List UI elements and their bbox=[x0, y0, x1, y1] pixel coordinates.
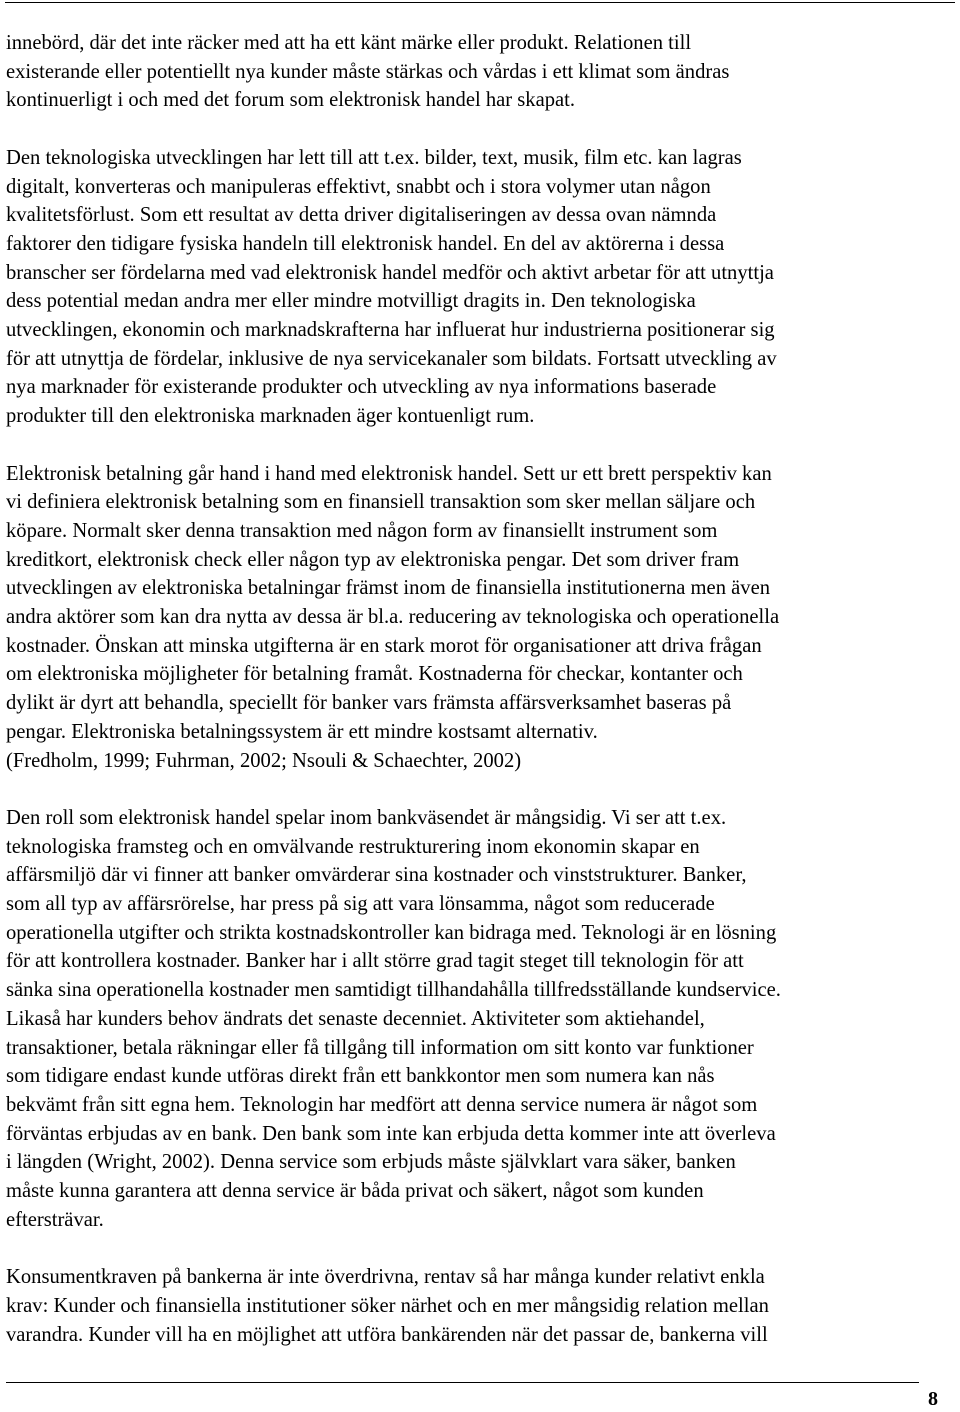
text-line: kontinuerligt i och med det forum som elektronisk handel har skapat. bbox=[6, 89, 576, 112]
text-line: varandra. Kunder vill ha en möjlighet att utföra bankärenden när det passar de, bankerna vill bbox=[6, 1323, 768, 1346]
page-number: 8 bbox=[928, 1388, 938, 1410]
text-line: dess potential medan andra mer eller mindre motvilligt dragits in. Den teknologiska bbox=[6, 290, 696, 313]
text-line: om elektroniska möjligheter för betalning framåt. Kostnaderna för checkar, kontanter och bbox=[6, 663, 743, 686]
text-line: Den teknologiska utvecklingen har lett till att t.ex. bilder, text, musik, film etc. kan lagras bbox=[6, 146, 742, 169]
text-line: existerande eller potentiellt nya kunder måste stärkas och vårdas i ett klimat som ändras bbox=[6, 60, 730, 83]
text-line: krav: Kunder och finansiella institutioner söker närhet och en mer mångsidig relation mellan bbox=[6, 1294, 769, 1317]
footer-rule bbox=[6, 1382, 919, 1383]
text-line: teknologiska framsteg och en omvälvande restrukturering inom ekonomin skapar en bbox=[6, 835, 700, 858]
top-rule bbox=[5, 2, 955, 3]
text-line: operationella utgifter och strikta kostnadskontroller kan bidraga med. Teknologi är en lösning bbox=[6, 921, 777, 944]
text-line: (Fredholm, 1999; Fuhrman, 2002; Nsouli & Schaechter, 2002) bbox=[6, 749, 522, 772]
text-line: för att kontrollera kostnader. Banker har i allt större grad tagit steget till teknologin för att bbox=[6, 950, 744, 973]
text-line: Likaså har kunders behov ändrats det senaste decenniet. Aktiviteter som aktiehandel, bbox=[6, 1007, 705, 1030]
text-line: Elektronisk betalning går hand i hand med elektronisk handel. Sett ur ett brett perspektiv kan bbox=[6, 462, 772, 485]
text-line: andra aktörer som kan dra nytta av dessa är bl.a. reducering av teknologiska och operationella bbox=[6, 606, 780, 629]
text-line: utvecklingen, ekonomin och marknadskrafterna har influerat hur industrierna positionerar sig bbox=[6, 319, 775, 342]
paragraph-gap bbox=[6, 775, 950, 804]
text-line: Den roll som elektronisk handel spelar inom bankväsendet är mångsidig. Vi ser att t.ex. bbox=[6, 806, 727, 829]
text-line: dylikt är dyrt att behandla, speciellt för banker vars främsta affärsverksamhet baseras på bbox=[6, 692, 732, 715]
text-line: som tidigare endast kunde utföras direkt från ett bankkontor men som numera kan nås bbox=[6, 1065, 715, 1088]
text-line: bekvämt från sitt egna hem. Teknologin har medfört att denna service numera är något som bbox=[6, 1093, 758, 1116]
text-line: pengar. Elektroniska betalningssystem är ett mindre kostsamt alternativ. bbox=[6, 720, 598, 743]
paragraph-1 bbox=[6, 29, 950, 115]
text-line: utvecklingen av elektroniska betalningar främst inom de finansiella institutionerna men även bbox=[6, 577, 771, 600]
text-line: Konsumentkraven på bankerna är inte överdrivna, rentav så har många kunder relativt enkla bbox=[6, 1266, 765, 1289]
text-line: vi definiera elektronisk betalning som en finansiell transaktion som sker mellan säljare och bbox=[6, 491, 756, 514]
text-line: innebörd, där det inte räcker med att ha ett känt märke eller produkt. Relationen till bbox=[6, 32, 692, 54]
paragraph-5 bbox=[6, 1263, 950, 1349]
text-line: måste kunna garantera att denna service är båda privat och säkert, något som kunden bbox=[6, 1180, 704, 1203]
text-line: transaktioner, betala räkningar eller få tillgång till information om sitt konto var funktioner bbox=[6, 1036, 754, 1059]
paragraph-gap bbox=[6, 431, 950, 460]
paragraph-3 bbox=[6, 460, 950, 776]
paragraph-4 bbox=[6, 804, 950, 1235]
text-line: köpare. Normalt sker denna transaktion med någon form av finansiellt instrument som bbox=[6, 519, 718, 542]
text-line: faktorer den tidigare fysiska handeln till elektronisk handel. En del av aktörerna i dessa bbox=[6, 232, 725, 255]
text-line: sänka sina operationella kostnader men samtidigt tillhandahålla tillfredsställande kundservice. bbox=[6, 979, 781, 1002]
paragraph-gap bbox=[6, 115, 950, 144]
text-line: i längden (Wright, 2002). Denna service som erbjuds måste självklart vara säker, banken bbox=[6, 1151, 736, 1174]
text-line: affärsmiljö där vi finner att banker omvärderar sina kostnader och vinststrukturer. Banker, bbox=[6, 864, 747, 887]
text-line: som all typ av affärsrörelse, har press på sig att vara lönsamma, något som reducerade bbox=[6, 893, 715, 916]
text-line: kreditkort, elektronisk check eller någon typ av elektroniska pengar. Det som driver fram bbox=[6, 548, 740, 571]
text-line: nya marknader för existerande produkter och utveckling av nya informations baserade bbox=[6, 376, 717, 399]
text-line: kvalitetsförlust. Som ett resultat av detta driver digitaliseringen av dessa ovan nämnda bbox=[6, 204, 717, 227]
paragraph-2 bbox=[6, 144, 950, 431]
text-line: för att utnyttja de fördelar, inklusive de nya servicekanaler som bildats. Fortsatt utveckling av bbox=[6, 347, 777, 370]
text-line: förväntas erbjudas av en bank. Den bank som inte kan erbjuda detta kommer inte att överleva bbox=[6, 1122, 776, 1145]
text-line: branscher ser fördelarna med vad elektronisk handel medför och aktivt arbetar för att utnyttja bbox=[6, 261, 774, 284]
document-body bbox=[6, 29, 950, 1349]
text-line: digitalt, konverteras och manipuleras effektivt, snabbt och i stora volymer utan någon bbox=[6, 175, 711, 198]
text-line: produkter till den elektroniska marknaden äger kontuenligt rum. bbox=[6, 405, 535, 428]
text-line: kostnader. Önskan att minska utgifterna är en stark morot för organisationer att driva frågan bbox=[6, 634, 762, 657]
text-line: eftersträvar. bbox=[6, 1208, 104, 1231]
paragraph-gap bbox=[6, 1234, 950, 1263]
